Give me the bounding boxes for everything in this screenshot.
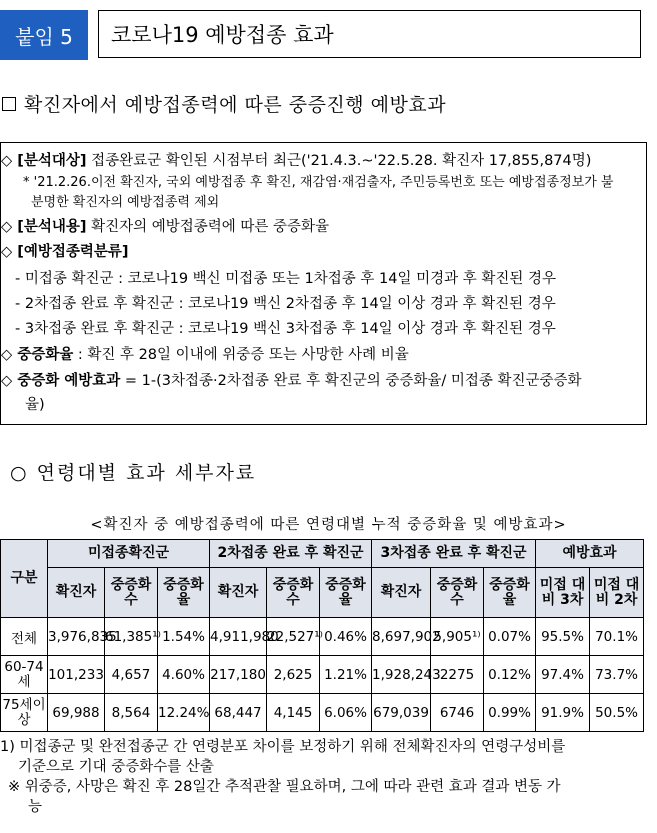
table-caption: <확진자 중 예방접종력에 따른 연령대별 누적 중증화율 및 예방효과> — [90, 517, 567, 533]
box-line-effect-cont: 율) — [25, 397, 45, 413]
col-unvax-severe: 중증화 수 — [105, 568, 158, 618]
text-severity-rate: : 확진 후 28일 이내에 위중증 또는 사망한 사례 비율 — [73, 347, 409, 363]
page-title: 코로나19 예방접종 효과 — [98, 10, 641, 58]
cell-unvax-cases: 69,988 — [48, 694, 105, 732]
footnotes — [0, 737, 565, 817]
col-group: 구분 — [1, 540, 48, 618]
cell-dose2-rate: 1.21% — [320, 656, 372, 694]
col-dose3-cases: 확진자 — [372, 568, 431, 618]
col-dose2-severe: 중증화 수 — [267, 568, 320, 618]
label-effect: ◇ 중증화 예방효과 — [1, 373, 121, 389]
col-dose3-severe: 중증화 수 — [431, 568, 484, 618]
box-line-exclusion-cont: 분명한 확진자의 예방접종력 제외 — [31, 195, 220, 210]
cell-dose2-cases: 68,447 — [210, 694, 267, 732]
cell-unvax-cases: 101,233 — [48, 656, 105, 694]
cell-dose3-severe: 5,905¹⁾ — [431, 618, 484, 656]
section1-heading — [2, 90, 446, 117]
cell-dose3-severe: 2275 — [431, 656, 484, 694]
cell-dose3-rate: 0.99% — [484, 694, 536, 732]
cell-dose3-rate: 0.07% — [484, 618, 536, 656]
box-line-content — [1, 215, 329, 236]
box-line-exclusion: * '21.2.26.이전 확진자, 국외 예방접종 후 확진, 재감염·재검출자, 주민등록번호 또는 예방접종정보가 불 — [23, 175, 614, 190]
footnote-1-cont: 기준으로 기대 중증화수를 산출 — [18, 759, 214, 775]
table-row — [1, 694, 644, 732]
square-bullet-icon — [2, 97, 16, 111]
footnote-1: 1) 미접종군 및 완전접종군 간 연령분포 차이를 보정하기 위해 전체확진자의 연령구성비를 — [0, 739, 566, 755]
table-row — [1, 656, 644, 694]
cell-unvax-cases: 3,976,835 — [48, 618, 105, 656]
col-unvax: 미접종확진군 — [48, 540, 210, 568]
text-content: 확진자의 예방접종력에 따른 중증화율 — [86, 219, 330, 235]
cell-dose2-cases: 4,911,980 — [210, 618, 267, 656]
analysis-summary-box — [0, 142, 647, 425]
cell-eff-vs3: 91.9% — [536, 694, 590, 732]
cell-unvax-rate: 12.24% — [158, 694, 210, 732]
box-line-unvax: - 미접종 확진군 : 코로나19 백신 미접종 또는 1차접종 후 14일 미경과 후 확진된 경우 — [15, 271, 556, 287]
cell-group: 전체 — [1, 618, 48, 656]
label-content: ◇ [분석내용] — [1, 219, 87, 235]
cell-dose3-rate: 0.12% — [484, 656, 536, 694]
cell-unvax-severe: 61,385¹⁾ — [105, 618, 158, 656]
label-target: ◇ [분석대상] — [1, 153, 87, 169]
cell-group: 60-74 세 — [1, 656, 48, 694]
box-line-severity-rate — [1, 343, 409, 364]
cell-dose2-severe: 2,625 — [267, 656, 320, 694]
col-dose2-rate: 중증화 율 — [320, 568, 372, 618]
box-line-target — [1, 149, 591, 170]
cell-group: 75세이 상 — [1, 694, 48, 732]
text-target: 접종완료군 확인된 시점부터 최근('21.4.3.~'22.5.28. 확진자 17,855,874명) — [86, 153, 592, 169]
cell-dose3-cases: 8,697,902 — [372, 618, 431, 656]
cell-dose3-cases: 679,039 — [372, 694, 431, 732]
table-header-row-2 — [1, 568, 644, 618]
box-line-effect — [1, 369, 582, 390]
box-line-classification: ◇ [예방접종력분류] — [1, 244, 129, 260]
col-unvax-cases: 확진자 — [48, 568, 105, 618]
section2-title: ○ 연령대별 효과 세부자료 — [10, 462, 257, 484]
cell-unvax-severe: 8,564 — [105, 694, 158, 732]
cell-unvax-rate: 4.60% — [158, 656, 210, 694]
text-effect: = 1-(3차접종·2차접종 완료 후 확진군의 중증화율/ 미접종 확진군중증화 — [120, 373, 582, 389]
col-dose3-rate: 중증화 율 — [484, 568, 536, 618]
col-dose2-cases: 확진자 — [210, 568, 267, 618]
cell-dose2-severe: 22,527¹⁾ — [267, 618, 320, 656]
cell-dose2-cases: 217,180 — [210, 656, 267, 694]
cell-eff-vs3: 95.5% — [536, 618, 590, 656]
table-row — [1, 618, 644, 656]
cell-dose2-rate: 6.06% — [320, 694, 372, 732]
cell-dose3-cases: 1,928,243 — [372, 656, 431, 694]
appendix-tag: 붙임 5 — [0, 10, 88, 60]
footnote-2-cont: 능 — [28, 799, 43, 815]
cell-eff-vs3: 97.4% — [536, 656, 590, 694]
age-group-table — [0, 539, 644, 732]
cell-eff-vs2: 50.5% — [590, 694, 644, 732]
cell-unvax-rate: 1.54% — [158, 618, 210, 656]
col-effect: 예방효과 — [536, 540, 644, 568]
col-vs2: 미접 대비 2차 — [590, 568, 644, 618]
cell-dose3-severe: 6746 — [431, 694, 484, 732]
label-severity-rate: ◇ 중증화율 — [1, 347, 74, 363]
cell-unvax-severe: 4,657 — [105, 656, 158, 694]
box-line-dose3: - 3차접종 완료 후 확진군 : 코로나19 백신 3차접종 후 14일 이상 경과 후 확진된 경우 — [15, 321, 556, 337]
cell-dose2-severe: 4,145 — [267, 694, 320, 732]
footnote-2: ※ 위중증, 사망은 확진 후 28일간 추적관찰 필요하며, 그에 따라 관련 효과 결과 변동 가 — [8, 779, 561, 795]
header — [0, 10, 645, 60]
box-line-dose2: - 2차접종 완료 후 확진군 : 코로나19 백신 2차접종 후 14일 이상 경과 후 확진된 경우 — [15, 296, 556, 312]
cell-eff-vs2: 73.7% — [590, 656, 644, 694]
table-header-row-1 — [1, 540, 644, 568]
col-dose2: 2차접종 완료 후 확진군 — [210, 540, 372, 568]
col-dose3: 3차접종 완료 후 확진군 — [372, 540, 536, 568]
col-vs3: 미접 대비 3차 — [536, 568, 590, 618]
cell-dose2-rate: 0.46% — [320, 618, 372, 656]
cell-eff-vs2: 70.1% — [590, 618, 644, 656]
section1-title: 확진자에서 예방접종력에 따른 중증진행 예방효과 — [24, 94, 447, 116]
col-unvax-rate: 중증화 율 — [158, 568, 210, 618]
